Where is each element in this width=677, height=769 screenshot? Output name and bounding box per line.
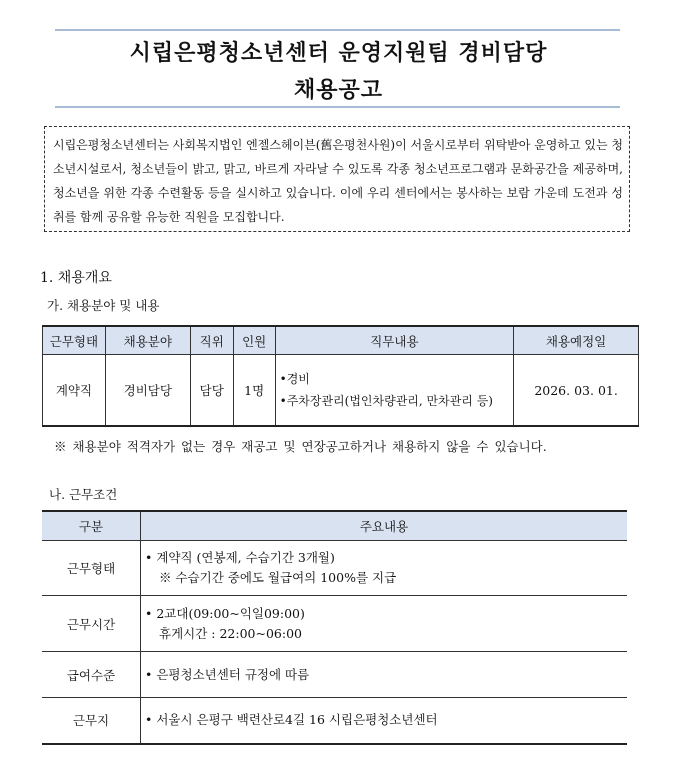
header-cell: 인원 — [233, 326, 275, 355]
recruitment-table — [42, 325, 639, 427]
recruitment-note: ※ 채용분야 적격자가 없는 경우 재공고 및 연장공고하거나 채용하지 않을 수 있습니다. — [54, 439, 547, 454]
conditions-table — [42, 510, 627, 745]
condition-line: • 서울시 은평구 백련산로4길 16 시립은평청소년센터 — [145, 712, 438, 728]
condition-key: 근무지 — [42, 698, 141, 744]
condition-key: 근무시간 — [42, 596, 141, 652]
header-cell: 구분 — [42, 511, 141, 541]
field-cell: 경비담당 — [105, 355, 190, 427]
duty-item: •주차장관리(법인차량관리, 만차관리 등) — [279, 394, 493, 408]
title-rule-top — [55, 29, 620, 31]
table-row — [42, 541, 627, 596]
table-row — [42, 652, 627, 698]
table-header-row — [43, 326, 639, 355]
duty-item: •경비 — [279, 372, 310, 386]
position-cell: 담당 — [190, 355, 233, 427]
section2-heading: 나. 근무조건 — [49, 487, 118, 502]
condition-value — [141, 541, 628, 596]
condition-value — [141, 596, 628, 652]
header-cell: 근무형태 — [43, 326, 106, 355]
employment-type-cell: 계약직 — [43, 355, 106, 427]
page-subtitle: 채용공고 — [293, 77, 383, 103]
header-cell: 직무내용 — [275, 326, 514, 355]
count-cell: 1명 — [233, 355, 275, 427]
table-row — [43, 355, 639, 427]
condition-line: • 2교대(09:00~익일09:00) — [145, 605, 305, 621]
table-header-row — [42, 511, 627, 541]
table-row — [42, 698, 627, 744]
condition-key: 근무형태 — [42, 541, 141, 596]
header-cell: 주요내용 — [141, 511, 628, 541]
title-rule-bottom — [55, 106, 620, 108]
condition-value — [141, 698, 628, 744]
condition-line: • 은평청소년센터 규정에 따름 — [145, 666, 310, 682]
page-title: 시립은평청소년센터 운영지원팀 경비담당 — [129, 40, 548, 66]
intro-box: 시립은평청소년센터는 사회복지법인 엔젤스헤이븐(舊은평천사원)이 서울시로부터 위탁받아 운영하고 있는 청소년시설로서, 청소년들이 밝고, 맑고, 바르게 자라날 수 있도록 각종 청소년프로그램과 문화공간을 제공하며, 청소년을 위한 각종 수련활동 등을 실시하고 있습니다. 이에 우리 센터에서는 봉사하는 보람 가운데 도전과 성취를 함께 공유할 유능한 직원을 모집합니다. — [44, 126, 630, 232]
header-cell: 채용예정일 — [514, 326, 639, 355]
table-row — [42, 596, 627, 652]
condition-value — [141, 652, 628, 698]
duty-cell — [275, 355, 514, 427]
condition-line: ※ 수습기간 중에도 월급여의 100%를 지급 — [159, 570, 397, 585]
section1-heading: 1. 채용개요 — [40, 270, 112, 286]
header-cell: 채용분야 — [105, 326, 190, 355]
date-cell: 2026. 03. 01. — [514, 355, 639, 427]
header-cell: 직위 — [190, 326, 233, 355]
condition-key: 급여수준 — [42, 652, 141, 698]
condition-line: 휴게시간 : 22:00~06:00 — [159, 625, 302, 641]
section1-subheading: 가. 채용분야 및 내용 — [47, 298, 160, 313]
condition-line: • 계약직 (연봉제, 수습기간 3개월) — [145, 550, 335, 565]
